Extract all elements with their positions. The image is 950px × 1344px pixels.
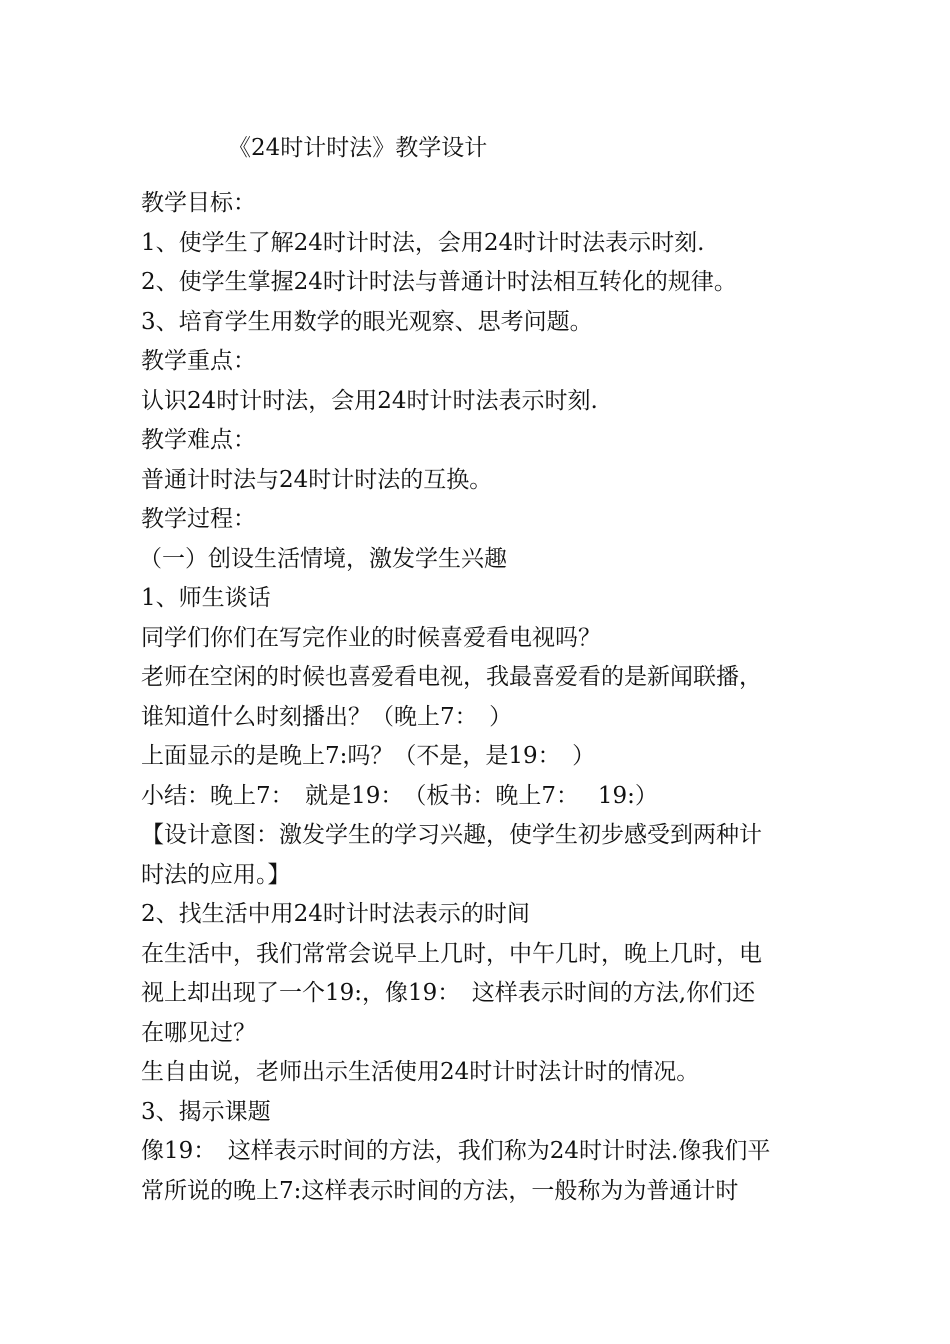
text-line: 普通计时法与24时计时法的互换。 — [141, 466, 493, 493]
document-body — [141, 184, 821, 1211]
text-line: 2、使学生掌握24时计时法与普通计时法相互转化的规律。 — [141, 269, 737, 295]
text-line: 生自由说，老师出示生活使用24时计时法计时的情况。 — [141, 1059, 700, 1085]
text-line: 在哪见过？ — [141, 1019, 256, 1046]
text-line: 老师在空闲的时候也喜爱看电视，我最喜爱看的是新闻联播， — [141, 664, 762, 690]
text-line: 同学们你们在写完作业的时候喜爱看电视吗？ — [141, 624, 601, 651]
text-line: 认识24时计时法，会用24时计时法表示时刻. — [141, 387, 598, 414]
text-line: 3、培育学生用数学的眼光观察、思考问题。 — [141, 308, 593, 335]
text-line: 像19： 这样表示时间的方法，我们称为24时计时法.像我们平 — [141, 1138, 771, 1164]
text-line: 3、揭示课题 — [141, 1098, 271, 1125]
text-line: 2、找生活中用24时计时法表示的时间 — [141, 901, 530, 927]
text-line: （一）创设生活情境，激发学生兴趣 — [139, 545, 507, 572]
text-line: 【设计意图：激发学生的学习兴趣，使学生初步感受到两种计 — [141, 822, 762, 848]
text-line: 教学目标： — [141, 190, 256, 216]
text-line: 上面显示的是晚上7:吗？（不是，是19： ） — [141, 743, 596, 769]
text-line: 教学重点： — [141, 348, 256, 374]
text-line: 在生活中，我们常常会说早上几时，中午几时，晚上几时，电 — [141, 940, 762, 967]
text-line: 教学难点： — [141, 427, 256, 453]
text-line: 视上却出现了一个19:，像19： 这样表示时间的方法,你们还 — [141, 980, 756, 1006]
document-title: 《24时计时法》教学设计 — [228, 135, 488, 161]
text-line: 教学过程： — [141, 506, 256, 532]
text-line: 时法的应用。】 — [141, 861, 291, 888]
text-line: 小结：晚上7： 就是19： （板书：晚上7： 19:） — [141, 782, 658, 809]
text-line: 常所说的晚上7:这样表示时间的方法，一般称为为普通计时 — [141, 1177, 739, 1204]
text-line: 1、师生谈话 — [141, 585, 271, 611]
text-line: 1、使学生了解24时计时法，会用24时计时法表示时刻. — [141, 229, 705, 256]
text-line: 谁知道什么时刻播出？（晚上7： ） — [141, 703, 513, 730]
